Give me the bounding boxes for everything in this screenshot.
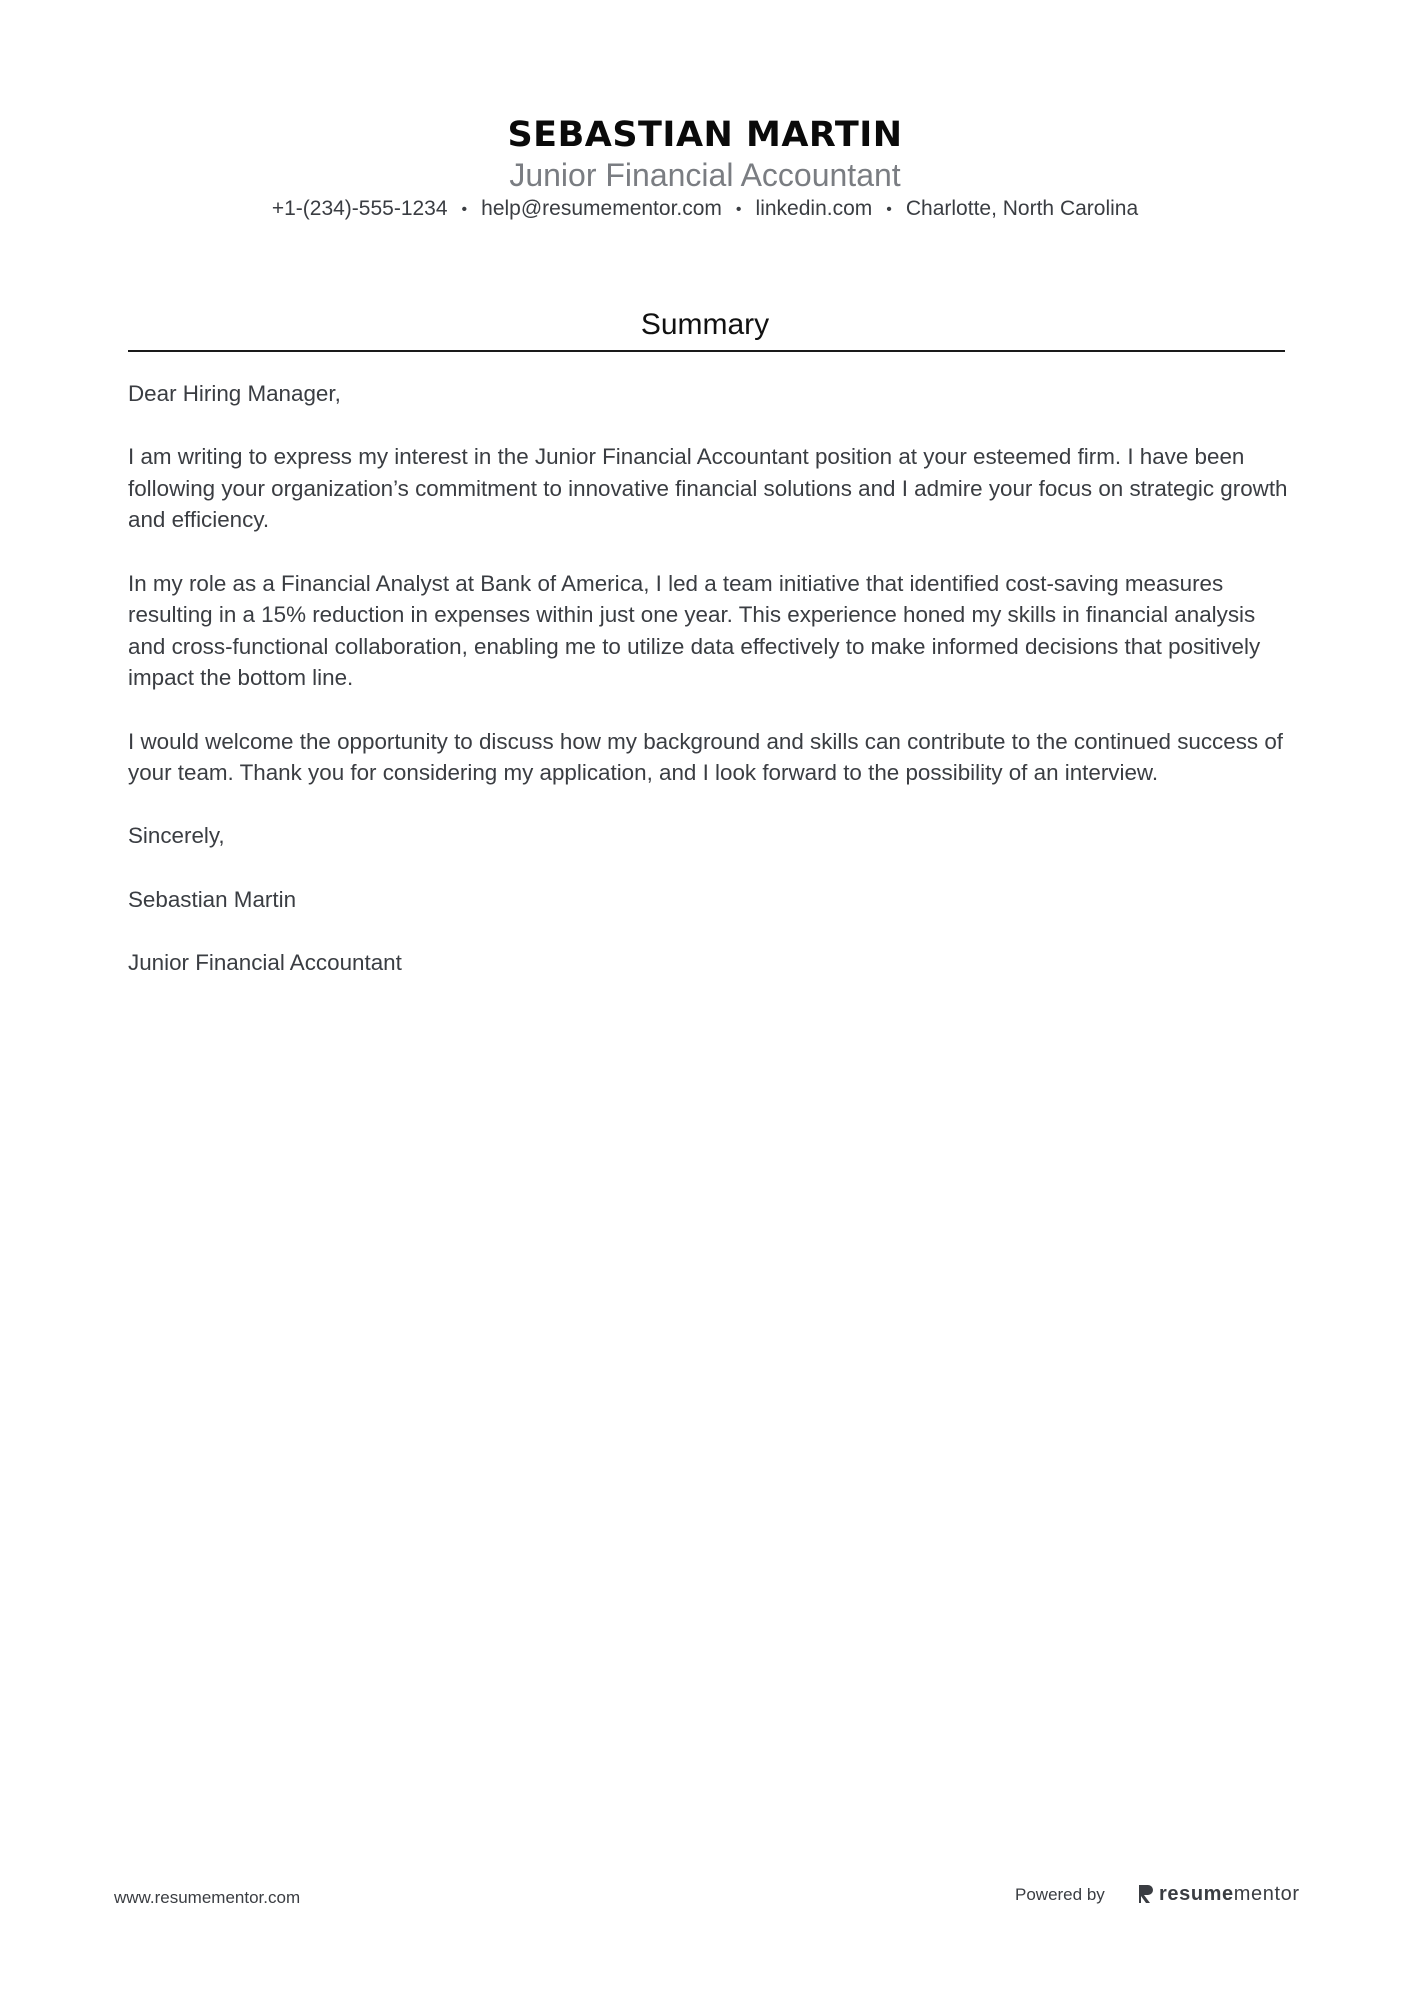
resumementor-logo[interactable] <box>1137 1880 1300 1908</box>
signature-title: Junior Financial Accountant <box>128 949 402 975</box>
logo-wordmark-bold: resume <box>1159 1882 1234 1905</box>
contact-phone: +1-(234)-555-1234 <box>271 197 448 220</box>
salutation: Dear Hiring Manager, <box>128 381 341 406</box>
applicant-name: SEBASTIAN MARTIN <box>507 115 903 155</box>
body-paragraph-2: In my role as a Financial Analyst at Bank of America, I led a team initiative that identified cost-saving measures resulting in a 15% reduction in expenses within just one year. This experience honed my skills in financial analysis and cross-functional collaboration, enabling me to utilize data effectively to make informed decisions that positively impact the bottom line. <box>128 570 1261 691</box>
resumementor-logo-icon <box>1137 1883 1155 1905</box>
body-paragraph-1: I am writing to express my interest in the Junior Financial Accountant position at your esteemed firm. I have been following your organization’s commitment to innovative financial solutions and I admire your focus on strategic growth and efficiency. <box>128 444 1288 533</box>
contact-line <box>0 194 1410 225</box>
contact-separator: • <box>461 201 468 218</box>
section-title-summary: Summary <box>640 308 770 341</box>
signature-name: Sebastian Martin <box>128 886 297 912</box>
contact-separator: • <box>886 201 892 218</box>
applicant-job-title: Junior Financial Accountant <box>509 157 901 193</box>
contact-separator: • <box>735 201 742 218</box>
contact-location: Charlotte, North Carolina <box>905 197 1139 220</box>
letter-body <box>128 378 1288 1010</box>
logo-wordmark <box>1159 1883 1300 1906</box>
closing: Sincerely, <box>128 823 225 849</box>
contact-linkedin[interactable]: linkedin.com <box>755 197 873 220</box>
powered-by-label: Powered by <box>1015 1885 1105 1904</box>
letter-header <box>0 112 1410 225</box>
logo-wordmark-regular: mentor <box>1233 1882 1300 1905</box>
section-divider <box>128 350 1285 352</box>
body-paragraph-3: I would welcome the opportunity to discuss how my background and skills can contribute to the continued success of your team. Thank you for considering my application, and I look forward to the possibility of an interview. <box>128 728 1283 786</box>
contact-email[interactable]: help@resumementor.com <box>481 197 722 220</box>
footer-website-link[interactable]: www.resumementor.com <box>114 1888 301 1907</box>
